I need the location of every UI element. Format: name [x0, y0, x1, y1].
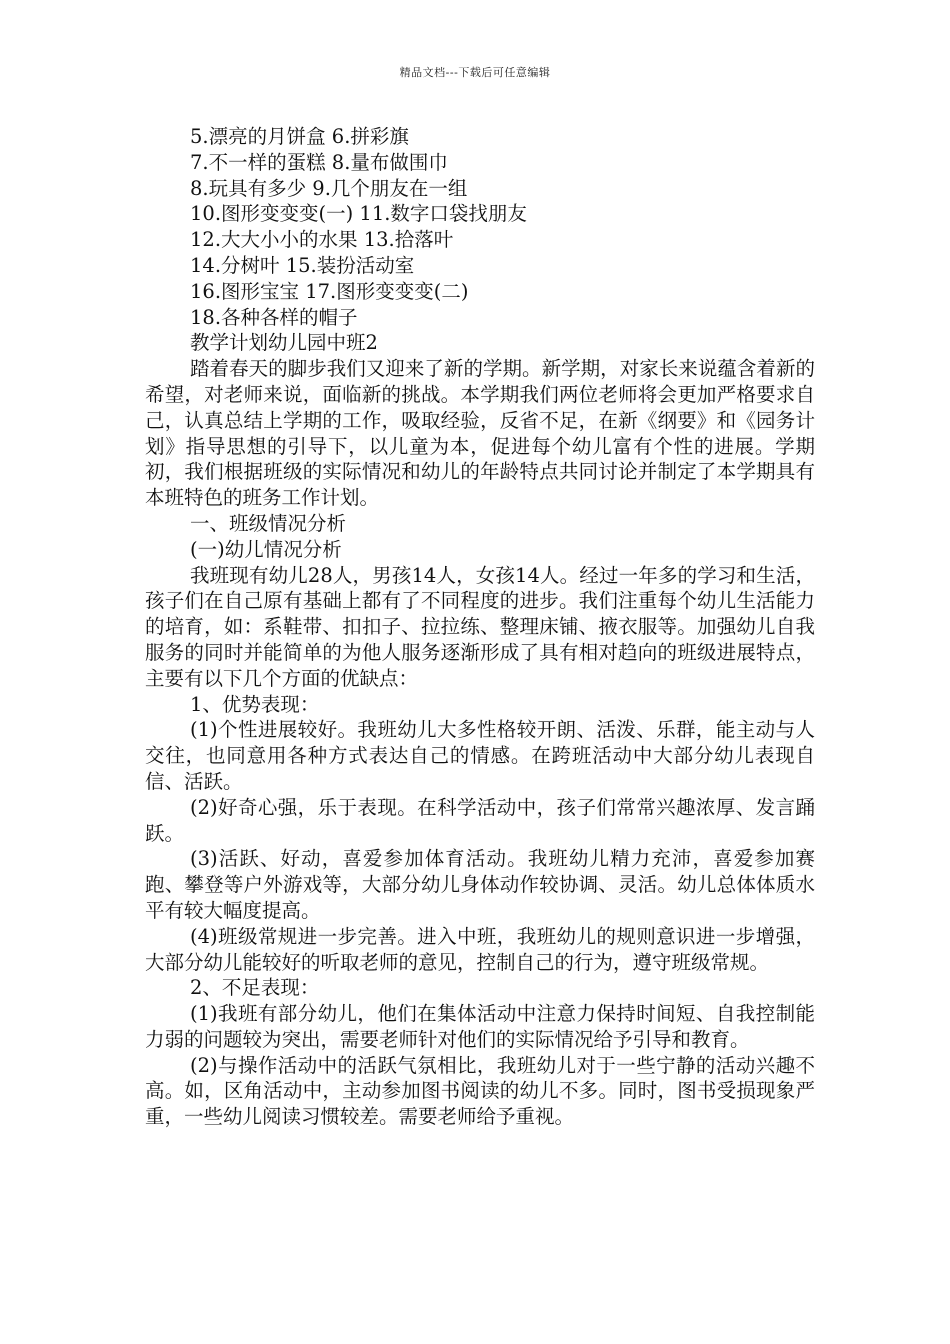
weakness-paragraph: (1)我班有部分幼儿，他们在集体活动中注意力保持时间短、自我控制能力弱的问题较为突出，需要老师针对他们的实际情况给予引导和教育。 [145, 1002, 815, 1051]
weaknesses-heading: 2、不足表现： [190, 976, 320, 1000]
section-title: 教学计划幼儿园中班2 [190, 331, 378, 355]
strengths-heading: 1、优势表现： [190, 692, 320, 716]
activity-list [145, 124, 815, 330]
heading-children-analysis: (一)幼儿情况分析 [190, 537, 342, 561]
strength-paragraph: (2)好奇心强，乐于表现。在科学活动中，孩子们常常兴趣浓厚、发言踊跃。 [145, 795, 815, 845]
strength-paragraph: (1)个性进展较好。我班幼儿大多性格较开朗、活泼、乐群，能主动与人交往，也同意用各种方式表达自己的情感。在跨班活动中大部分幼儿表现自信、活跃。 [145, 718, 815, 793]
list-item: 12.大大小小的水果 13.拾落叶 [190, 228, 454, 252]
heading-class-analysis: 一、班级情况分析 [190, 511, 347, 535]
document-body [145, 124, 815, 1130]
weakness-paragraph: (2)与操作活动中的活跃气氛相比，我班幼儿对于一些宁静的活动兴趣不高。如，区角活动中，主动参加图书阅读的幼儿不多。同时，图书受损现象严重，一些幼儿阅读习惯较差。需要老师给予重视。 [145, 1053, 815, 1129]
list-item: 14.分树叶 15.装扮活动室 [190, 253, 415, 277]
list-item: 7.不一样的蛋糕 8.量布做围巾 [190, 150, 448, 174]
list-item: 16.图形宝宝 17.图形变变变(二) [190, 279, 469, 303]
strength-paragraph: (3)活跃、好动，喜爱参加体育活动。我班幼儿精力充沛，喜爱参加赛跑、攀登等户外游戏等，大部分幼儿身体动作较协调、灵活。幼儿总体体质水平有较大幅度提高。 [145, 847, 815, 922]
list-item: 10.图形变变变(一) 11.数字口袋找朋友 [190, 202, 527, 226]
list-item: 18.各种各样的帽子 [190, 305, 358, 329]
list-item: 8.玩具有多少 9.几个朋友在一组 [190, 176, 468, 200]
list-item: 5.漂亮的月饼盒 6.拼彩旗 [190, 125, 409, 148]
strength-paragraph: (4)班级常规进一步完善。进入中班，我班幼儿的规则意识进一步增强，大部分幼儿能较好的听取老师的意见，控制自己的行为，遵守班级常规。 [145, 924, 815, 974]
page-header: 精品文档---下载后可任意编辑 [399, 66, 551, 79]
class-description-paragraph: 我班现有幼儿28人，男孩14人，女孩14人。经过一年多的学习和生活，孩子们在自己原有基础上都有了不同程度的进步。我们注重每个幼儿生活能力的培育，如：系鞋带、扣扣子、拉拉练、整理床铺、掖衣服等。加强幼儿自我服务的同时并能简单的为他人服务逐渐形成了具有相对趋向的班级进展特点，主要有以下几个方面的优缺点： [145, 563, 815, 690]
intro-paragraph: 踏着春天的脚步我们又迎来了新的学期。新学期，对家长来说蕴含着新的希望，对老师来说，面临新的挑战。本学期我们两位老师将会更加严格要求自己，认真总结上学期的工作，吸取经验，反省不足，在新《纲要》和《园务计划》指导思想的引导下，以儿童为本，促进每个幼儿富有个性的进展。学期初，我们根据班级的实际情况和幼儿的年龄特点共同讨论并制定了本学期具有本班特色的班务工作计划。 [145, 357, 815, 510]
